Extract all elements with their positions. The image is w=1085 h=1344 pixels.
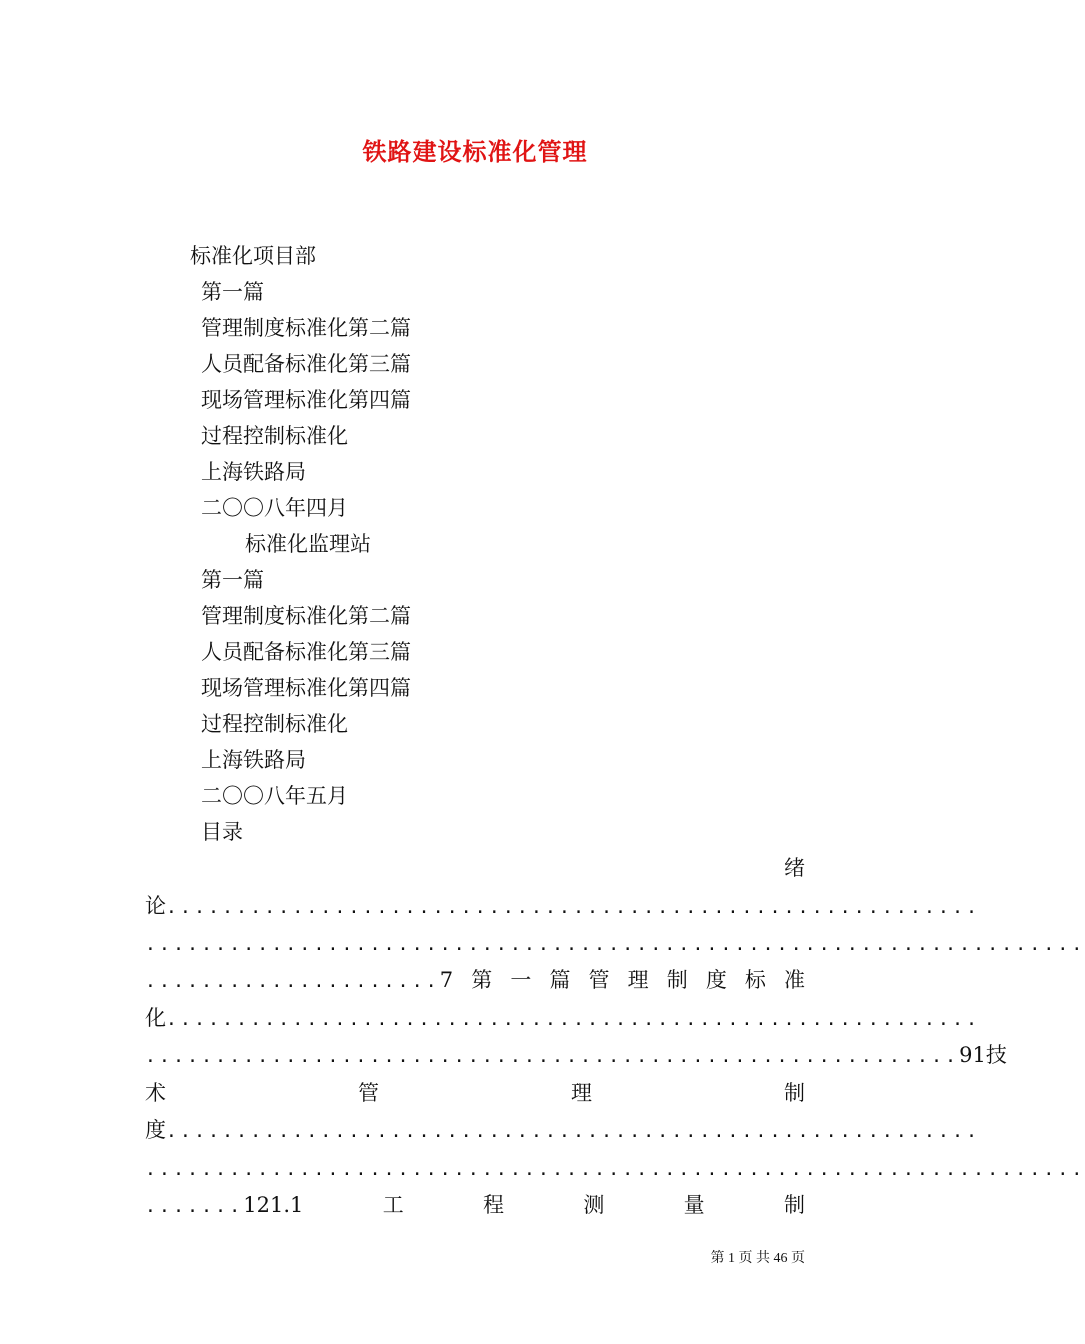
page-footer: 第 1 页 共 46 页 xyxy=(710,1251,805,1266)
toc-line xyxy=(145,855,805,881)
body-line: 现场管理标准化第四篇 xyxy=(201,388,411,412)
toc-text: 程 xyxy=(483,1193,505,1217)
body-line: 二〇〇八年五月 xyxy=(201,784,348,808)
toc-leader: ................................................................... xyxy=(145,934,1085,955)
toc-page-number: 7 xyxy=(439,968,454,992)
toc-leader: ....... xyxy=(145,1196,244,1217)
toc-leader: .......................................................... xyxy=(166,1009,981,1030)
toc-page-number: 121.1 xyxy=(243,1193,304,1217)
body-line: 上海铁路局 xyxy=(201,748,306,772)
body-line: 过程控制标准化 xyxy=(201,424,348,448)
body-line: 人员配备标准化第三篇 xyxy=(201,352,411,376)
toc-leader: .......................................................... xyxy=(145,1046,960,1067)
toc-text: 化 xyxy=(145,1006,166,1030)
toc-page-number: 91 xyxy=(959,1043,986,1067)
toc-text: 一 xyxy=(510,968,532,992)
toc-line xyxy=(145,1080,805,1106)
body-line: 标准化项目部 xyxy=(190,244,316,268)
toc-leader: ................................................................... xyxy=(145,1159,1085,1180)
body-line: 第一篇 xyxy=(201,280,264,304)
toc-heading: 目录 xyxy=(201,820,243,844)
toc-text: 论 xyxy=(145,894,166,918)
body-line: 二〇〇八年四月 xyxy=(201,496,348,520)
body-line: 过程控制标准化 xyxy=(201,712,348,736)
body-line: 上海铁路局 xyxy=(201,460,306,484)
toc-line xyxy=(145,967,805,995)
toc-text: 制 xyxy=(666,968,688,992)
toc-text: 制 xyxy=(784,1081,805,1105)
toc-text: 度 xyxy=(145,1118,166,1142)
toc-text: 理 xyxy=(571,1081,592,1105)
body-line: 标准化监理站 xyxy=(245,532,371,556)
toc-leader: .......................................................... xyxy=(166,1121,981,1142)
document-title: 铁路建设标准化管理 xyxy=(362,137,588,166)
toc-text: 理 xyxy=(627,968,649,992)
body-line: 现场管理标准化第四篇 xyxy=(201,676,411,700)
toc-text: 测 xyxy=(583,1193,605,1217)
toc-text: 技 xyxy=(985,1043,1007,1067)
toc-text: 管 xyxy=(588,968,610,992)
toc-line xyxy=(145,1005,981,1033)
toc-leader: .......................................................... xyxy=(166,897,981,918)
body-line: 人员配备标准化第三篇 xyxy=(201,640,411,664)
toc-line xyxy=(145,1042,1007,1070)
toc-text: 术 xyxy=(145,1081,166,1105)
toc-leader: ..................... xyxy=(145,971,440,992)
toc-text: 绪 xyxy=(784,856,805,880)
toc-text: 准 xyxy=(784,968,805,992)
body-line: 第一篇 xyxy=(201,568,264,592)
toc-line xyxy=(145,1117,981,1145)
toc-line xyxy=(145,930,1085,958)
toc-text: 量 xyxy=(683,1193,705,1217)
toc-text: 标 xyxy=(744,968,766,992)
toc-line xyxy=(145,893,981,921)
toc-text: 工 xyxy=(382,1193,404,1217)
body-line: 管理制度标准化第二篇 xyxy=(201,316,411,340)
toc-text: 篇 xyxy=(549,968,571,992)
body-line: 管理制度标准化第二篇 xyxy=(201,604,411,628)
toc-text: 度 xyxy=(705,968,727,992)
toc-line xyxy=(145,1155,1085,1183)
toc-line xyxy=(145,1192,805,1220)
toc-text: 管 xyxy=(358,1081,379,1105)
toc-text: 第 xyxy=(471,968,493,992)
toc-text: 制 xyxy=(783,1193,805,1217)
